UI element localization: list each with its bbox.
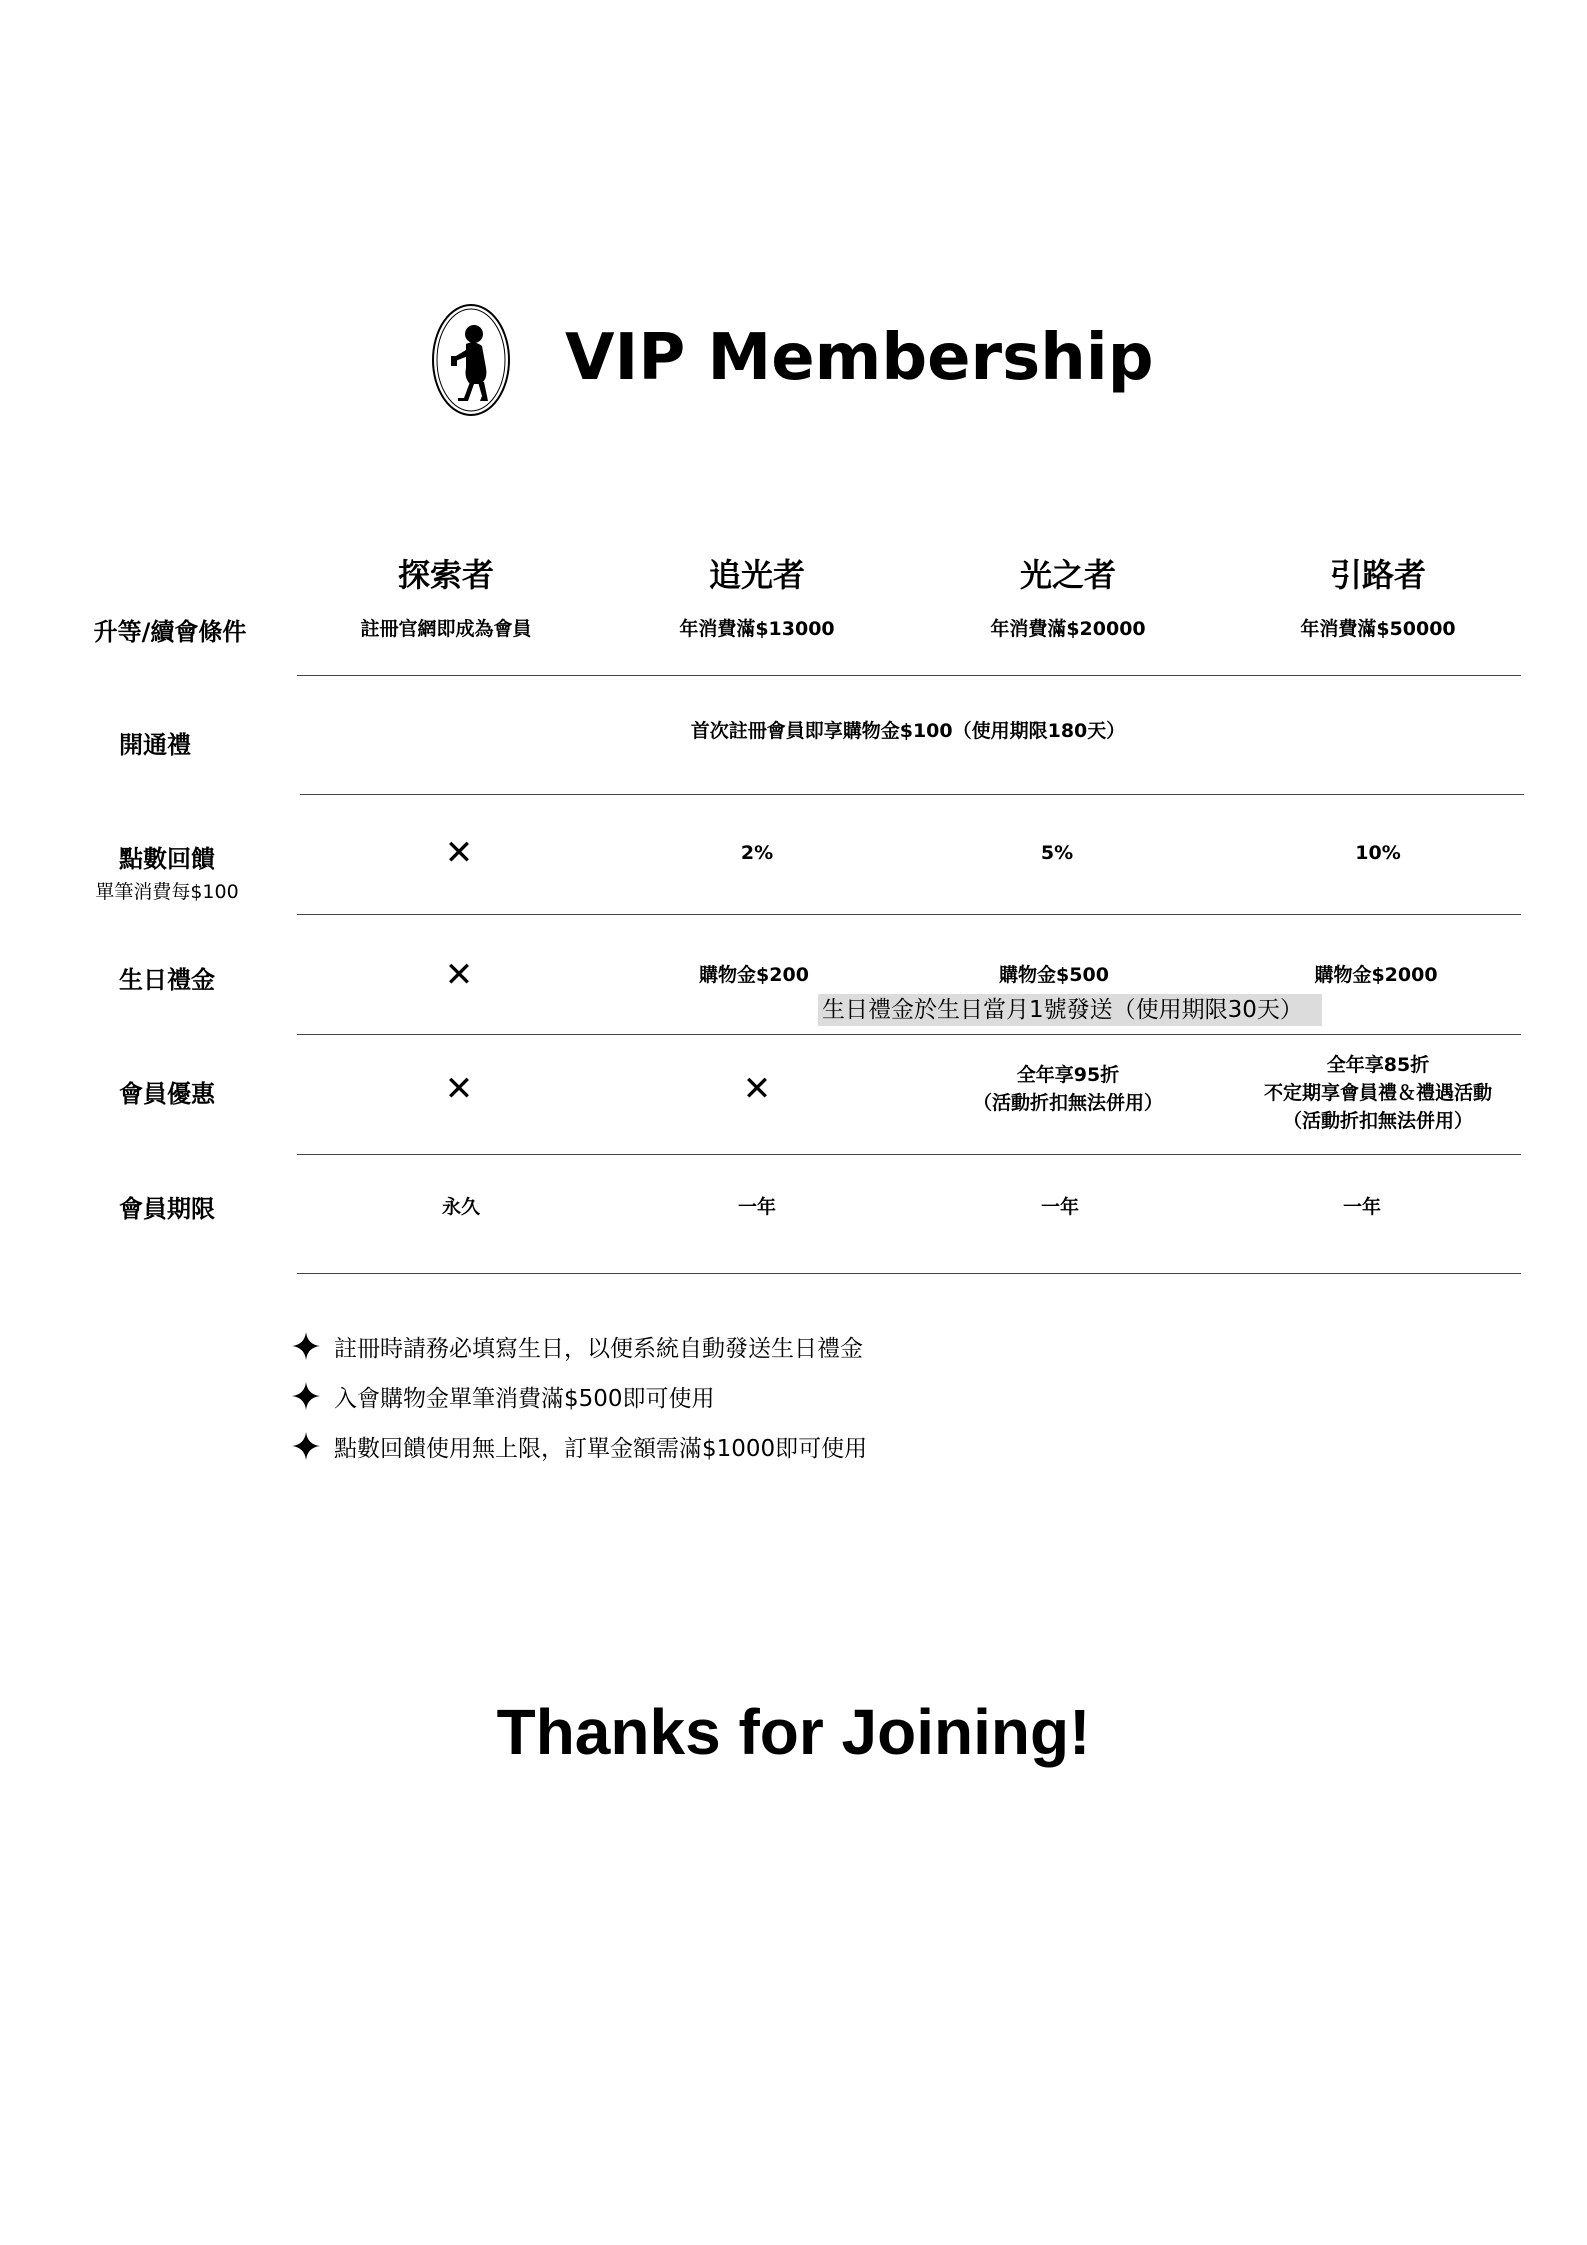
tier-name-light-bearer: 光之者	[1019, 556, 1117, 594]
page-title: VIP Membership	[565, 321, 1154, 395]
note-text: 註冊時請務必填寫生日，以便系統自動發送生日禮金	[334, 1335, 863, 1362]
row-sublabel-points: 單筆消費每$100	[95, 881, 239, 903]
row-label-points: 點數回饋	[119, 845, 215, 873]
note-item	[292, 1378, 715, 1414]
tier-condition-guide: 年消費滿$50000	[1300, 618, 1456, 640]
logo-emblem-icon	[430, 302, 512, 418]
perks-line-guide: （活動折扣無法併用）	[1282, 1110, 1474, 1132]
not-available-cross-icon: ✕	[444, 833, 474, 873]
tier-condition-light-bearer: 年消費滿$20000	[990, 618, 1146, 640]
not-available-cross-icon: ✕	[742, 1069, 772, 1109]
thanks-heading: Thanks for Joining!	[496, 1696, 1091, 1768]
perks-line-light-bearer: （活動折扣無法併用）	[972, 1092, 1164, 1114]
points-value-light-chaser: 2%	[740, 842, 774, 864]
row-label-duration: 會員期限	[119, 1195, 215, 1223]
note-text: 入會購物金單筆消費滿$500即可使用	[334, 1385, 715, 1412]
row-label-upgrade: 升等/續會條件	[93, 618, 247, 646]
table-divider	[297, 1034, 1521, 1035]
duration-value-explorer: 永久	[441, 1196, 481, 1218]
birthday-value-light-chaser: 購物金$200	[699, 964, 809, 986]
duration-value-light-bearer: 一年	[1040, 1196, 1080, 1218]
duration-value-guide: 一年	[1342, 1196, 1382, 1218]
row-label-welcome-gift: 開通禮	[119, 731, 191, 759]
four-point-star-icon	[292, 1432, 320, 1460]
four-point-star-icon	[292, 1332, 320, 1360]
welcome-gift-value: 首次註冊會員即享購物金$100（使用期限180天）	[690, 720, 1126, 742]
tier-name-light-chaser: 追光者	[708, 556, 806, 594]
table-divider	[297, 1154, 1521, 1155]
row-label-birthday: 生日禮金	[119, 966, 215, 994]
birthday-value-light-bearer: 購物金$500	[999, 964, 1109, 986]
table-divider	[297, 675, 1521, 676]
table-divider	[300, 794, 1524, 795]
tier-name-guide: 引路者	[1329, 556, 1427, 594]
row-label-member-perks: 會員優惠	[119, 1080, 215, 1108]
points-value-guide: 10%	[1355, 842, 1401, 864]
perks-line-guide: 全年享85折	[1326, 1054, 1430, 1076]
table-divider	[297, 1273, 1521, 1274]
not-available-cross-icon: ✕	[444, 955, 474, 995]
not-available-cross-icon: ✕	[444, 1069, 474, 1109]
note-item	[292, 1428, 867, 1464]
four-point-star-icon	[292, 1382, 320, 1410]
tier-condition-light-chaser: 年消費滿$13000	[679, 618, 835, 640]
tier-condition-explorer: 註冊官網即成為會員	[360, 618, 532, 640]
duration-value-light-chaser: 一年	[737, 1196, 777, 1218]
note-item	[292, 1328, 863, 1364]
tier-name-explorer: 探索者	[397, 556, 495, 594]
perks-line-light-bearer: 全年享95折	[1016, 1064, 1120, 1086]
birthday-note-banner: 生日禮金於生日當月1號發送（使用期限30天）	[818, 994, 1322, 1026]
points-value-light-bearer: 5%	[1040, 842, 1074, 864]
birthday-value-guide: 購物金$2000	[1314, 964, 1438, 986]
note-text: 點數回饋使用無上限，訂單金額需滿$1000即可使用	[334, 1435, 868, 1462]
perks-line-guide: 不定期享會員禮＆禮遇活動	[1263, 1082, 1493, 1104]
table-divider	[297, 914, 1521, 915]
